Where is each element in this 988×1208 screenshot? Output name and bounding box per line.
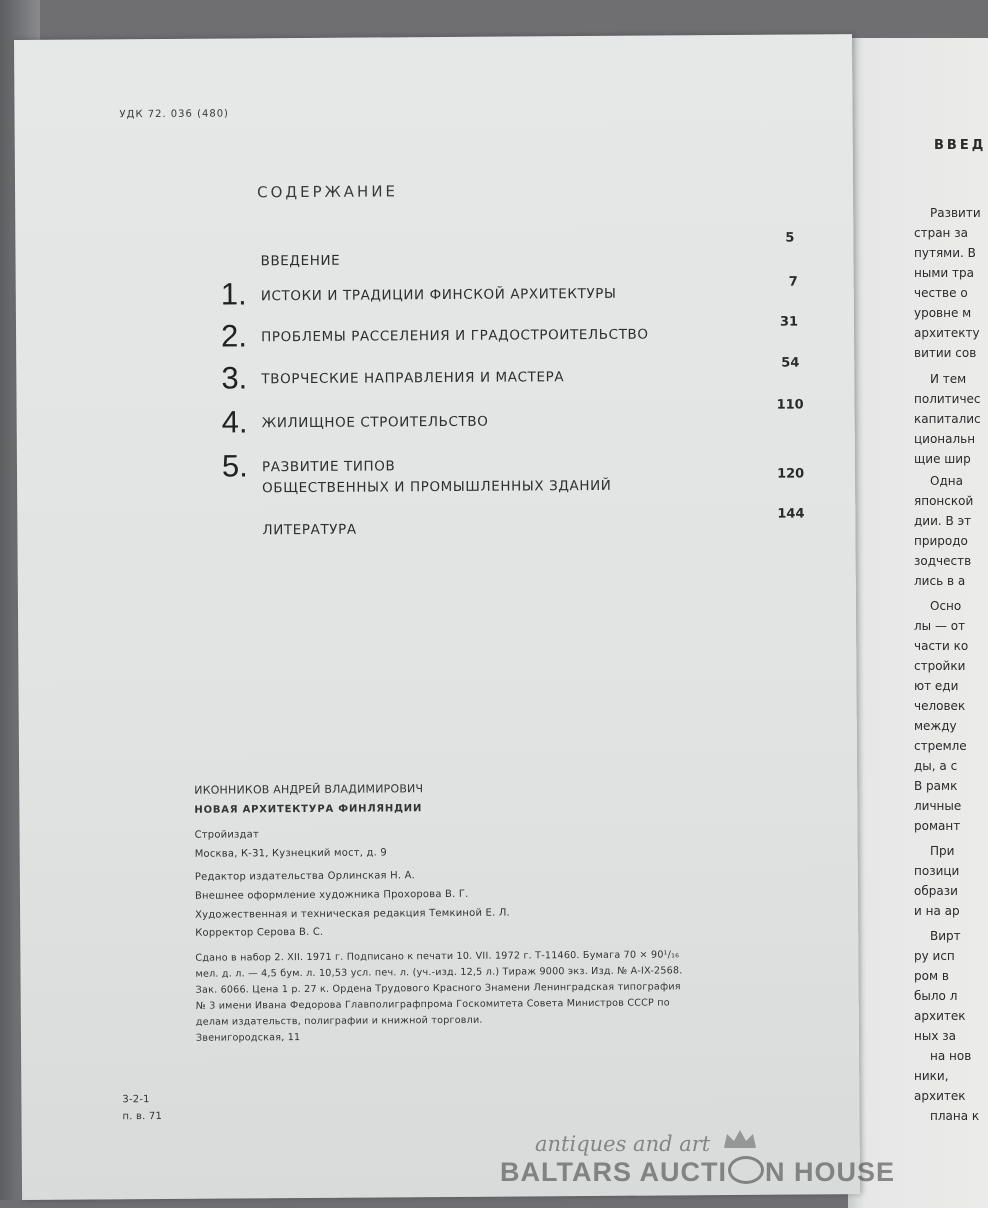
imprint-print-line: № 3 имени Ивана Федорова Главполиграфпрома Госкомитета Совета Министров СССР по xyxy=(195,997,670,1012)
right-page-line: уровне м xyxy=(914,306,972,320)
right-page-heading: ВВЕД xyxy=(934,138,987,153)
toc-item-label: РАЗВИТИЕ ТИПОВ xyxy=(261,458,396,476)
right-page-line: ром в xyxy=(914,969,949,983)
right-page-line: В рамк xyxy=(914,779,958,793)
right-page-line: Вирт xyxy=(930,929,961,943)
right-page-line: политичес xyxy=(914,392,981,406)
toc-item-page: 31 xyxy=(779,314,799,330)
right-page-line: ники, xyxy=(914,1069,949,1083)
right-page-line: стремле xyxy=(914,739,967,753)
right-page-line: позици xyxy=(914,864,960,878)
right-page-line: стран за xyxy=(914,226,968,240)
imprint-tech-editor: Художественная и техническая редакция Темкиной Е. Л. xyxy=(195,907,510,921)
left-page xyxy=(14,34,860,1200)
imprint-print-line: Сдано в набор 2. XII. 1971 г. Подписано к печати 10. VII. 1972 г. Т-11460. Бумага 70 × 90¹/₁₆ xyxy=(195,949,680,964)
toc-item-label: ПРОБЛЕМЫ РАССЕЛЕНИЯ И ГРАДОСТРОИТЕЛЬСТВО xyxy=(261,326,649,346)
index-code: 3-2-1 xyxy=(122,1094,150,1106)
right-page-line: ру исп xyxy=(914,949,955,963)
toc-title: СОДЕРЖАНИЕ xyxy=(257,182,399,202)
imprint-design: Внешнее оформление художника Прохорова В. Г. xyxy=(194,888,469,902)
right-page-line: лы — от xyxy=(914,619,966,633)
right-page-line: витии сов xyxy=(914,346,977,360)
right-page-line: японской xyxy=(914,494,974,508)
toc-item-number: 5. xyxy=(221,448,248,484)
right-page-line: ных за xyxy=(914,1029,956,1043)
imprint-address: Москва, К-31, Кузнецкий мост, д. 9 xyxy=(194,847,388,860)
toc-item-page: 5 xyxy=(785,230,795,246)
watermark-brand xyxy=(500,1156,895,1188)
right-page-line: человек xyxy=(914,699,966,713)
toc-item-page: 110 xyxy=(776,397,804,413)
right-page-line: части ко xyxy=(914,639,969,653)
watermark-o-ring xyxy=(728,1156,764,1184)
index-code: п. в. 71 xyxy=(122,1110,163,1123)
toc-item-number: 1. xyxy=(220,276,247,312)
right-page-line: путями. В xyxy=(914,246,976,260)
right-page-line: на нов xyxy=(930,1049,972,1063)
right-page-line: природо xyxy=(914,534,968,548)
toc-item-label-continued: ОБЩЕСТВЕННЫХ И ПРОМЫШЛЕННЫХ ЗДАНИЙ xyxy=(262,477,612,497)
right-page-line: И тем xyxy=(930,372,967,386)
imprint-publisher: Стройиздат xyxy=(194,829,260,841)
right-page xyxy=(848,38,988,1208)
imprint-print-line: Звенигородская, 11 xyxy=(195,1032,301,1044)
right-page-line: архитек xyxy=(914,1089,966,1103)
right-page-line: Одна xyxy=(930,474,963,488)
toc-item-label: ЖИЛИЩНОЕ СТРОИТЕЛЬСТВО xyxy=(261,413,489,432)
right-page-line: ными тра xyxy=(914,266,974,280)
crown-icon xyxy=(722,1128,758,1152)
right-page-line: капиталис xyxy=(914,412,981,426)
toc-item-number: 4. xyxy=(221,404,248,440)
right-page-line: было л xyxy=(914,989,958,1003)
imprint-title: НОВАЯ АРХИТЕКТУРА ФИНЛЯНДИИ xyxy=(194,803,423,816)
right-page-line: архитек xyxy=(914,1009,966,1023)
toc-item-number: 2. xyxy=(220,318,248,354)
imprint-print-line: делам издательств, полиграфии и книжной торговли. xyxy=(195,1014,483,1028)
right-page-line: стройки xyxy=(914,659,966,673)
toc-item-label: ВВЕДЕНИЕ xyxy=(260,252,341,270)
toc-item-label: ИСТОКИ И ТРАДИЦИИ ФИНСКОЙ АРХИТЕКТУРЫ xyxy=(260,285,617,305)
right-page-line: зодчеств xyxy=(914,554,972,568)
right-page-line: личные xyxy=(914,799,962,813)
right-page-line: Осно xyxy=(930,599,962,613)
right-page-line: лись в а xyxy=(914,574,966,588)
toc-item-page: 144 xyxy=(777,506,805,522)
toc-item-label: ЛИТЕРАТУРА xyxy=(262,521,357,539)
toc-item-page: 120 xyxy=(776,466,805,482)
right-page-line: и на ар xyxy=(914,904,960,918)
right-page-line: ют еди xyxy=(914,679,959,693)
right-page-line: архитекту xyxy=(914,326,980,340)
toc-item-page: 54 xyxy=(781,355,800,371)
toc-item-label: ТВОРЧЕСКИЕ НАПРАВЛЕНИЯ И МАСТЕРА xyxy=(261,369,565,388)
imprint-editor: Редактор издательства Орлинская Н. А. xyxy=(194,870,416,883)
right-page-line: При xyxy=(930,844,955,858)
right-page-line: плана к xyxy=(930,1109,980,1123)
watermark-tagline: antiques and art xyxy=(535,1132,711,1156)
right-page-line: циональн xyxy=(914,432,976,446)
right-page-line: между xyxy=(914,719,957,733)
watermark-brand-part1: BALTARS AUCTI xyxy=(500,1157,727,1187)
right-page-line: образи xyxy=(914,884,958,898)
right-page-line: ды, а с xyxy=(914,759,958,773)
imprint-print-line: Зак. 6066. Цена 1 р. 27 к. Ордена Трудового Красного Знамени Ленинградская типография xyxy=(195,981,681,996)
right-page-line: романт xyxy=(914,819,961,833)
toc-item-number: 3. xyxy=(221,360,248,396)
right-page-line: дии. В эт xyxy=(914,514,972,528)
right-page-line: щие шир xyxy=(914,452,971,466)
right-page-line: честве о xyxy=(914,286,968,300)
imprint-print-line: мел. д. л. — 4,5 бум. л. 10,53 усл. печ. л. (уч.-изд. 12,5 л.) Тираж 9000 экз. Изд. № А-IX-2568. xyxy=(195,965,683,980)
right-page-line: Развити xyxy=(930,206,981,220)
toc-item-page: 7 xyxy=(788,274,798,290)
imprint-corrector: Корректор Серова В. С. xyxy=(195,926,324,939)
udk-code: УДК 72. 036 (480) xyxy=(119,108,229,121)
imprint-author: ИКОННИКОВ АНДРЕЙ ВЛАДИМИРОВИЧ xyxy=(194,782,424,797)
watermark-brand-part2: N HOUSE xyxy=(764,1157,896,1187)
